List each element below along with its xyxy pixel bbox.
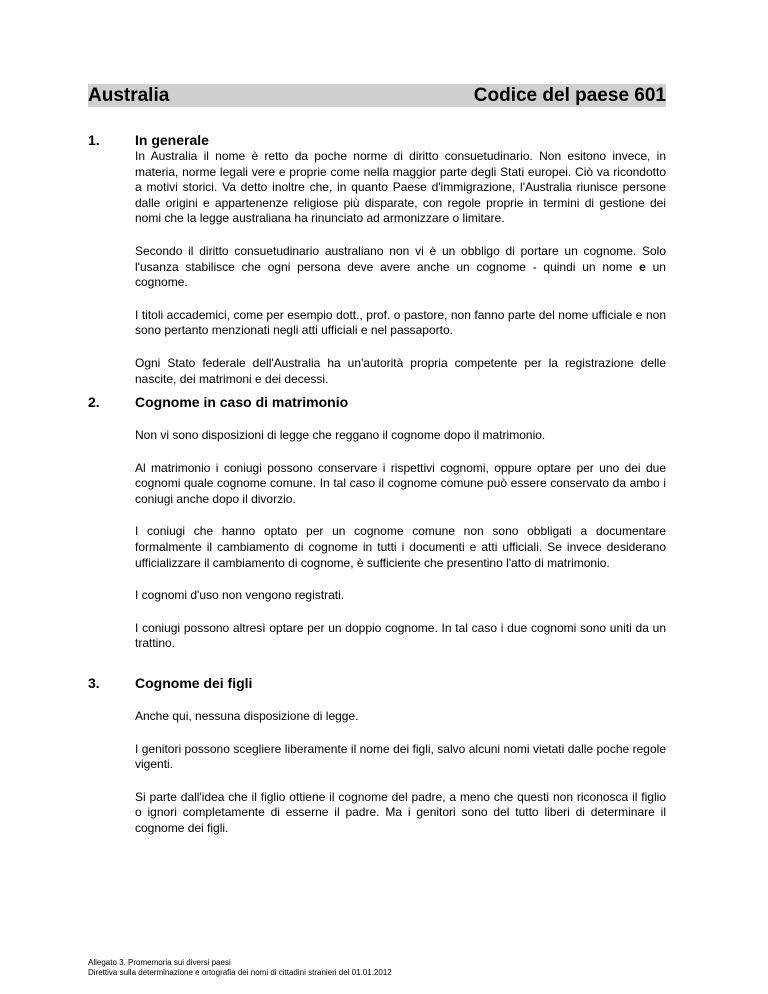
footer-line: Direttiva sulla determinazione e ortografia dei nomi di cittadini stranieri del 01.01.2012 — [88, 968, 392, 977]
paragraph: I cognomi d'uso non vengono registrati. — [135, 588, 345, 603]
section-heading: Cognome in caso di matrimonio — [135, 394, 349, 410]
paragraph: I coniugi che hanno optato per un cognome comune non sono obbligati a documentare formalmente il cambiamento di cognome in tutti i documenti e atti ufficiali. Se invece desiderano ufficializzare il cambiamento di cognome, è sufficiente che presentino l'atto di matrimonio. — [135, 524, 666, 570]
paragraph: In Australia il nome è retto da poche norme di diritto consuetudinario. Non esitono invece, in materia, norme legali vere e proprie come nella maggior parte degli Stati europei. Ciò va ricondotto a motivi storici. Va detto inoltre che, in quanto Paese d'immigrazione, l'Australia riunisce persone dalle origini e appartenenze religiose più disparate, con regole proprie in termini di gestione dei nomi che la legge australiana ha rinunciato ad armonizzare o limitare. — [135, 149, 666, 226]
section-number: 2. — [88, 394, 100, 410]
section-heading: Cognome dei figli — [135, 675, 253, 691]
title-bar — [88, 84, 666, 107]
footer-line: Allegato 3. Promemoria sui diversi paesi — [88, 958, 231, 967]
paragraph: Non vi sono disposizioni di legge che reggano il cognome dopo il matrimonio. — [135, 428, 546, 442]
section-2 — [88, 394, 666, 652]
section-3 — [88, 675, 666, 837]
paragraph: Anche qui, nessuna disposizione di legge. — [135, 709, 359, 723]
paragraph — [135, 244, 666, 291]
country-title: Australia — [88, 85, 170, 106]
paragraph: I genitori possono scegliere liberamente il nome dei figli, salvo alcuni nomi vietati dalle poche regole vigenti. — [135, 741, 666, 772]
paragraph: I titoli accademici, come per esempio dott., prof. o pastore, non fanno parte del nome ufficiale e non sono pertanto menzionati negli atti ufficiali e nel passaporto. — [135, 307, 666, 338]
emphasis-text: e — [639, 259, 646, 274]
paragraph-tail: un cognome. — [135, 259, 666, 290]
paragraph: I coniugi possono altresì optare per un doppio cognome. In tal caso i due cognomi sono uniti da un trattino. — [135, 620, 666, 651]
footer — [88, 958, 392, 978]
paragraph-text: Secondo il diritto consuetudinario australiano non vi è un obbligo di portare un cognome. Solo l'usanza stabilisce che ogni persona deve avere anche un cognome - quindi un nome — [135, 243, 666, 274]
section-heading: In generale — [135, 132, 209, 148]
paragraph: Ogni Stato federale dell'Australia ha un'autorità propria competente per la registrazione delle nascite, dei matrimoni e dei decessi. — [135, 355, 666, 386]
paragraph: Si parte dall'idea che il figlio ottiene il cognome del padre, a meno che questi non riconosca il figlio o ignori completamente di esserne il padre. Ma i genitori sono del tutto liberi di determinare il cognome dei figli. — [135, 789, 666, 835]
paragraph: Al matrimonio i coniugi possono conservare i rispettivi cognomi, oppure optare per uno dei due cognomi quale cognome comune. In tal caso il cognome comune può essere conservato da ambo i coniugi anche dopo il divorzio. — [135, 460, 666, 506]
section-number: 3. — [88, 675, 100, 691]
section-number: 1. — [88, 132, 100, 148]
country-code: Codice del paese 601 — [473, 85, 666, 106]
section-1 — [88, 132, 666, 387]
